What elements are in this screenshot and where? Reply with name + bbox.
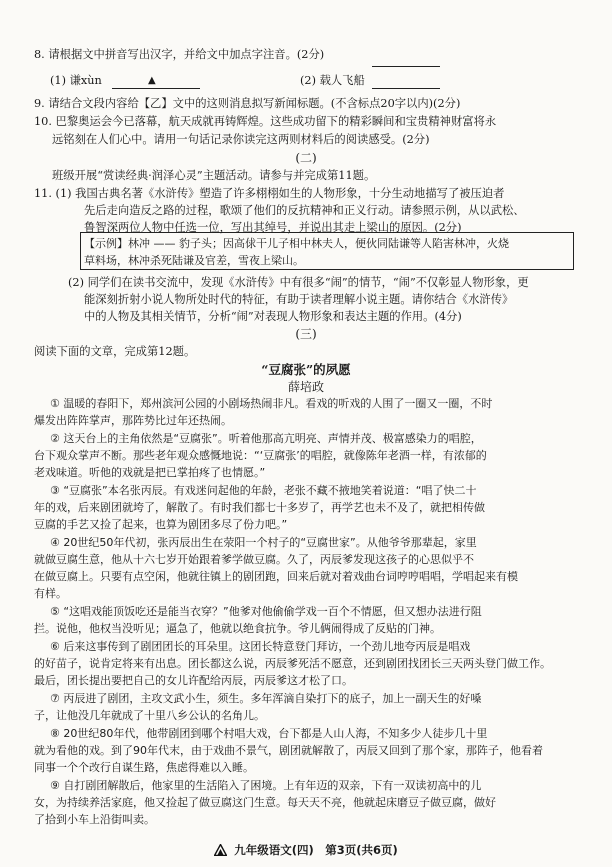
section-2-heading: (二) — [295, 151, 317, 165]
question-11-2-line-1: (2) 同学们在读书交流中，发现《水浒传》中有很多“闹”的情节，“闹”不仅彰显人物形象，更 — [68, 276, 529, 289]
page-footer — [0, 842, 612, 858]
question-8-stem: 8. 请根据文中拼音写出汉字，并给文中加点字注音。(2分) — [34, 48, 325, 61]
question-11-1-line-2: 先后走向造反之路的过程，歌颂了他们的反抗精神和正义行动。请参照示例，从以武松、 — [84, 204, 525, 217]
question-8-item-2: (2) 载人飞船 — [300, 74, 365, 87]
article-title: “豆腐张”的夙愿 — [261, 362, 351, 377]
section-2-intro: 班级开展“赏读经典·润泽心灵”主题活动。请参与并完成第11题。 — [52, 169, 376, 182]
footer-text: 九年级语文(四) 第3页(共6页) — [234, 843, 398, 857]
article-line: ⑦ 丙辰进了剧团，主攻文武小生，须生。多年浑滴自染打下的底子，加上一副天生的好嗓 — [50, 692, 482, 705]
article-line: ⑨ 自打剧团解散后，他家里的生活陷入了困境。上有年迈的双亲，下有一双读初高中的儿 — [50, 779, 482, 792]
article-line: 就做豆腐生意，他从十六七岁开始跟着爹学做豆腐。久了，丙辰爹发现这孩子的心思似乎不 — [34, 553, 474, 566]
question-11-1-line-1: 11. (1) 我国古典名著《水浒传》塑造了许多栩栩如生的人物形象，十分生动地描写了被压迫者 — [34, 187, 505, 200]
article-line: 最后，团长提出要把自己的女儿许配给丙辰，丙辰爹这才松了口。 — [34, 674, 353, 687]
article-line: 在做豆腐上。只要有点空闲，他就往镇上的剧团跑，回来后就对着戏曲台词哼哼唱唱，学唱起来有模 — [34, 570, 518, 583]
article-line: 女，为持续养活家庭，他又捡起了做豆腐这门生意。每天天不亮，他就起床磨豆子做豆腐，做好 — [34, 796, 496, 809]
article-line: 台下观众掌声不断。那些老年观众感慨地说：“‘豆腐张’的唱腔，就像陈年老酒一样，有浓郁的 — [34, 449, 487, 462]
section-3-intro: 阅读下面的文章，完成第12题。 — [34, 345, 196, 358]
answer-placeholder-triangle: ▲ — [148, 75, 156, 86]
article-line: ④ 20世纪50年代初，张丙辰出生在荥阳一个村子的“豆腐世家”。从他爷爷那辈起，家里 — [50, 536, 477, 549]
pinyin-blank-top[interactable] — [372, 66, 440, 67]
question-11-2-line-3: 中的人物及其相关情节，分析“闹”对表现人物形象和表达主题的作用。(4分) — [84, 310, 462, 323]
article-line: ③ “豆腐张”本名张丙辰。有戏迷问起他的年龄，老张不藏不掖地笑着说道：“唱了快二十 — [50, 484, 477, 497]
article-author: 薛培政 — [287, 380, 324, 394]
example-line-1: 【示例】林冲 —— 豹子头；因高俅干儿子相中林夫人，便伙同陆谦等人陷害林冲，火烧 — [84, 237, 509, 250]
article-line: 年的戏，后来剧团就垮了，解散了。有时我们都七十多岁了，再学艺也未不及了，就把相传做 — [34, 501, 485, 514]
article-line: ⑤ “这唱戏能顶饭吃还是能当衣穿？”他爹对他偷偷学戏一百个不情愿，但又想办法进行阻 — [50, 605, 482, 618]
article-line: 拦。说他，他权当没听见；逼急了，他就以绝食抗争。爷儿俩闹得成了反贴的门神。 — [34, 622, 441, 635]
article-line: 豆腐的手艺又捡了起来，也算为剧团多尽了份力吧。” — [34, 518, 288, 531]
question-11-1-line-3: 鲁智深两位人物中任选一位，写出其绰号，并说出其走上梁山的原因。(2分) — [84, 221, 462, 234]
article-line: ⑥ 后来这事传到了剧团团长的耳朵里。这团长特意登门拜访，一个劲儿地夸丙辰是唱戏 — [50, 640, 471, 653]
article-line: 有样。 — [34, 587, 67, 600]
question-10-line-2: 远铭刻在人们心中。请用一句话记录你读完这两则材料后的阅读感受。(2分) — [52, 133, 430, 146]
example-line-2: 草料场，林冲杀死陆谦及官差，雪夜上梁山。 — [84, 254, 304, 267]
mountain-logo-icon — [214, 844, 227, 856]
article-line: 子，让他没几年就成了十里八乡公认的名角儿。 — [34, 709, 265, 722]
question-11-2-line-2: 能深刻折射小说人物所处时代的特征，有助于读者理解小说主题。请你结合《水浒传》 — [84, 293, 514, 306]
article-line: 老戏味道。听他的戏就是把已掌拍疼了也情愿。” — [34, 466, 266, 479]
pinyin-blank-bottom[interactable] — [372, 88, 440, 89]
section-3-heading: (三) — [295, 327, 317, 341]
article-line: ② 这天台上的主角依然是“豆腐张”。听着他那高亢明亮、声情并茂、极富感染力的唱腔， — [50, 432, 482, 445]
question-10-line-1: 10. 巴黎奥运会今已落幕，航天成就再铸辉煌。这些成功留下的精彩瞬间和宝贵精神财富将永 — [34, 115, 497, 128]
article-line: 的好苗子，说肯定将来有出息。团长都这么说，丙辰爹死活不愿意，还到剧团找团长三天两头登门做工作。 — [34, 657, 551, 670]
question-9: 9. 请结合文段内容给【乙】文中的这则消息拟写新闻标题。(不含标点20字以内)(2分) — [34, 97, 461, 110]
article-line: 同事一个个改行自谋生路，焦虑得难以入睡。 — [34, 761, 254, 774]
answer-blank-1[interactable] — [112, 88, 200, 89]
article-line: ⑧ 20世纪80年代，他带剧团到哪个村唱大戏，台下都是人山人海，不知多少人徒步几十里 — [50, 727, 488, 740]
article-line: ① 温暖的春阳下，郑州滨河公园的小剧场热闹非凡。看戏的听戏的人围了一圈又一圈，不时 — [50, 397, 493, 410]
article-line: 就为看他的戏。到了90年代末，由于戏曲不景气，剧团就解散了，丙辰又回到了那个家，那阵子，他看着 — [34, 744, 543, 757]
article-line: 了拾到小车上沿街叫卖。 — [34, 813, 155, 826]
article-line: 爆发出阵阵掌声，那阵势比过年还热闹。 — [34, 414, 232, 427]
question-8-item-1: (1) 谦xùn — [50, 74, 102, 87]
